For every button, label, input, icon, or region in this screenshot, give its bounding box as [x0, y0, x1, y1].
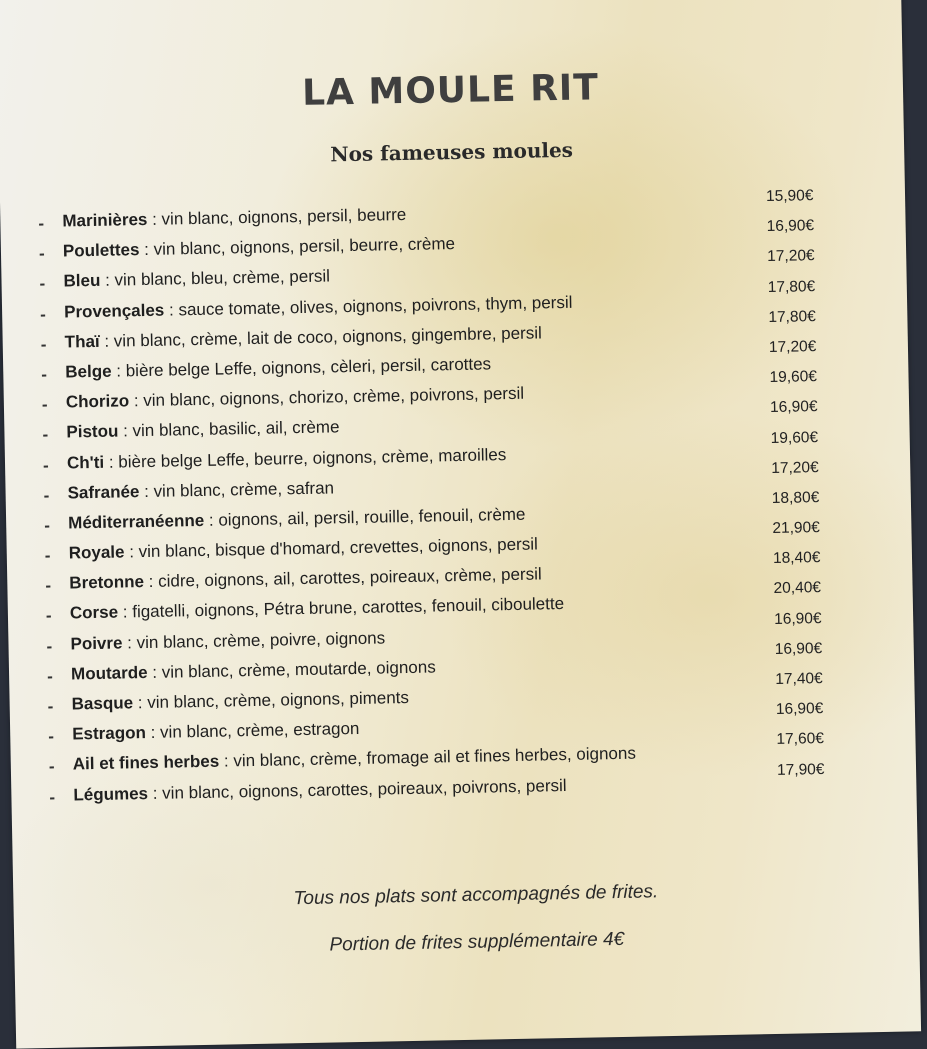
- item-price: 17,20€: [771, 458, 819, 477]
- item-ingredients: : vin blanc, crème, lait de coco, oignons, gingembre, persil: [99, 323, 542, 351]
- item-price: 18,40€: [772, 549, 821, 568]
- item-ingredients: : bière belge Leffe, beurre, oignons, crème, maroilles: [103, 444, 507, 472]
- bullet-dash: -: [46, 636, 53, 656]
- bullet-dash: -: [40, 334, 47, 354]
- item-price: 16,90€: [775, 700, 824, 719]
- item-name: Provençales: [63, 300, 165, 322]
- bullet-dash: -: [42, 455, 49, 475]
- item-price: 16,90€: [769, 398, 818, 417]
- item-price: 17,80€: [768, 307, 816, 326]
- bullet-dash: -: [48, 757, 55, 777]
- item-name: Safranée: [67, 481, 140, 503]
- item-name: Ch'ti: [66, 452, 105, 473]
- bullet-dash: -: [38, 213, 45, 234]
- item-price: 17,60€: [776, 730, 825, 749]
- bullet-dash: -: [38, 244, 45, 264]
- item-price: 16,90€: [766, 217, 815, 236]
- bullet-dash: -: [43, 485, 50, 505]
- item-name: Marinières: [62, 209, 148, 231]
- item-ingredients: : vin blanc, crème, poivre, oignons: [122, 628, 386, 653]
- item-name: Poivre: [70, 633, 123, 654]
- item-name: Moutarde: [70, 662, 148, 684]
- item-name: Chorizo: [65, 391, 130, 412]
- bullet-dash: -: [46, 666, 53, 686]
- item-ingredients: : vin blanc, crème, fromage ail et fines herbes, oignons: [219, 744, 637, 772]
- item-ingredients: : vin blanc, bisque d'homard, crevettes, oignons, persil: [124, 534, 538, 562]
- item-price: 17,20€: [768, 338, 817, 356]
- item-ingredients: : figatelli, oignons, Pétra brune, carottes, fenouil, ciboulette: [117, 594, 565, 622]
- item-price: 16,90€: [773, 609, 822, 628]
- bullet-dash: -: [42, 425, 49, 445]
- item-price: 17,80€: [767, 277, 816, 296]
- item-ingredients: : vin blanc, basilic, ail, crème: [118, 417, 340, 441]
- item-name: Basque: [71, 693, 134, 714]
- restaurant-title: LA MOULE RIT: [301, 67, 600, 114]
- item-ingredients: : bière belge Leffe, oignons, cèleri, persil, carottes: [111, 354, 492, 381]
- item-name: Méditerranéenne: [67, 510, 205, 533]
- item-price: 16,90€: [774, 639, 823, 658]
- item-price: 19,60€: [770, 428, 819, 447]
- bullet-dash: -: [41, 394, 48, 415]
- item-name: Poulettes: [62, 240, 140, 261]
- item-name: Royale: [68, 542, 125, 563]
- item-ingredients: : vin blanc, crème, moutarde, oignons: [147, 657, 436, 682]
- item-ingredients: : vin blanc, oignons, persil, beurre, crème: [139, 234, 456, 260]
- item-price: 18,80€: [771, 488, 820, 507]
- bullet-dash: -: [41, 364, 48, 384]
- item-name: Ail et fines herbes: [72, 752, 220, 774]
- item-ingredients: : vin blanc, oignons, persil, beurre: [147, 204, 407, 229]
- item-price: 20,40€: [773, 579, 822, 598]
- item-name: Belge: [65, 361, 112, 382]
- item-ingredients: : vin blanc, oignons, chorizo, crème, poivrons, persil: [128, 383, 525, 411]
- item-ingredients: : vin blanc, crème, safran: [139, 478, 335, 501]
- fries-note: Tous nos plats sont accompagnés de frites.: [293, 881, 659, 910]
- bullet-dash: -: [44, 515, 51, 535]
- item-price: 17,90€: [776, 760, 825, 779]
- item-name: Légumes: [73, 783, 149, 805]
- item-ingredients: : cidre, oignons, ail, carottes, poireaux, crème, persil: [143, 564, 542, 592]
- item-name: Bretonne: [69, 572, 145, 593]
- item-price: 17,20€: [767, 247, 815, 266]
- item-name: Thaï: [64, 331, 100, 352]
- mussels-list: [0, 187, 916, 814]
- bullet-dash: -: [45, 606, 52, 626]
- item-name: Estragon: [72, 723, 147, 744]
- item-price: 15,90€: [765, 187, 814, 206]
- item-name: Pistou: [66, 421, 119, 442]
- item-name: Corse: [69, 602, 119, 623]
- item-ingredients: : sauce tomate, olives, oignons, poivrons, thym, persil: [164, 292, 573, 320]
- bullet-dash: -: [49, 787, 56, 807]
- bullet-dash: -: [39, 304, 47, 324]
- item-price: 19,60€: [769, 368, 818, 387]
- bullet-dash: -: [48, 726, 55, 747]
- item-price: 21,90€: [772, 519, 820, 538]
- menu-subtitle: Nos fameuses moules: [330, 137, 574, 167]
- item-price: 17,40€: [775, 670, 823, 688]
- item-ingredients: : vin blanc, oignons, carottes, poireaux, poivrons, persil: [147, 775, 567, 803]
- item-ingredients: : vin blanc, bleu, crème, persil: [100, 266, 331, 291]
- item-name: Bleu: [63, 271, 101, 291]
- bullet-dash: -: [44, 545, 51, 566]
- item-ingredients: : oignons, ail, persil, rouille, fenouil, crème: [204, 504, 526, 530]
- extra-fries-note: Portion de frites supplémentaire 4€: [329, 928, 625, 956]
- bullet-dash: -: [39, 274, 46, 294]
- item-ingredients: : vin blanc, crème, estragon: [145, 719, 360, 743]
- bullet-dash: -: [45, 576, 52, 596]
- item-ingredients: : vin blanc, crème, oignons, piments: [132, 687, 410, 713]
- bullet-dash: -: [47, 696, 54, 716]
